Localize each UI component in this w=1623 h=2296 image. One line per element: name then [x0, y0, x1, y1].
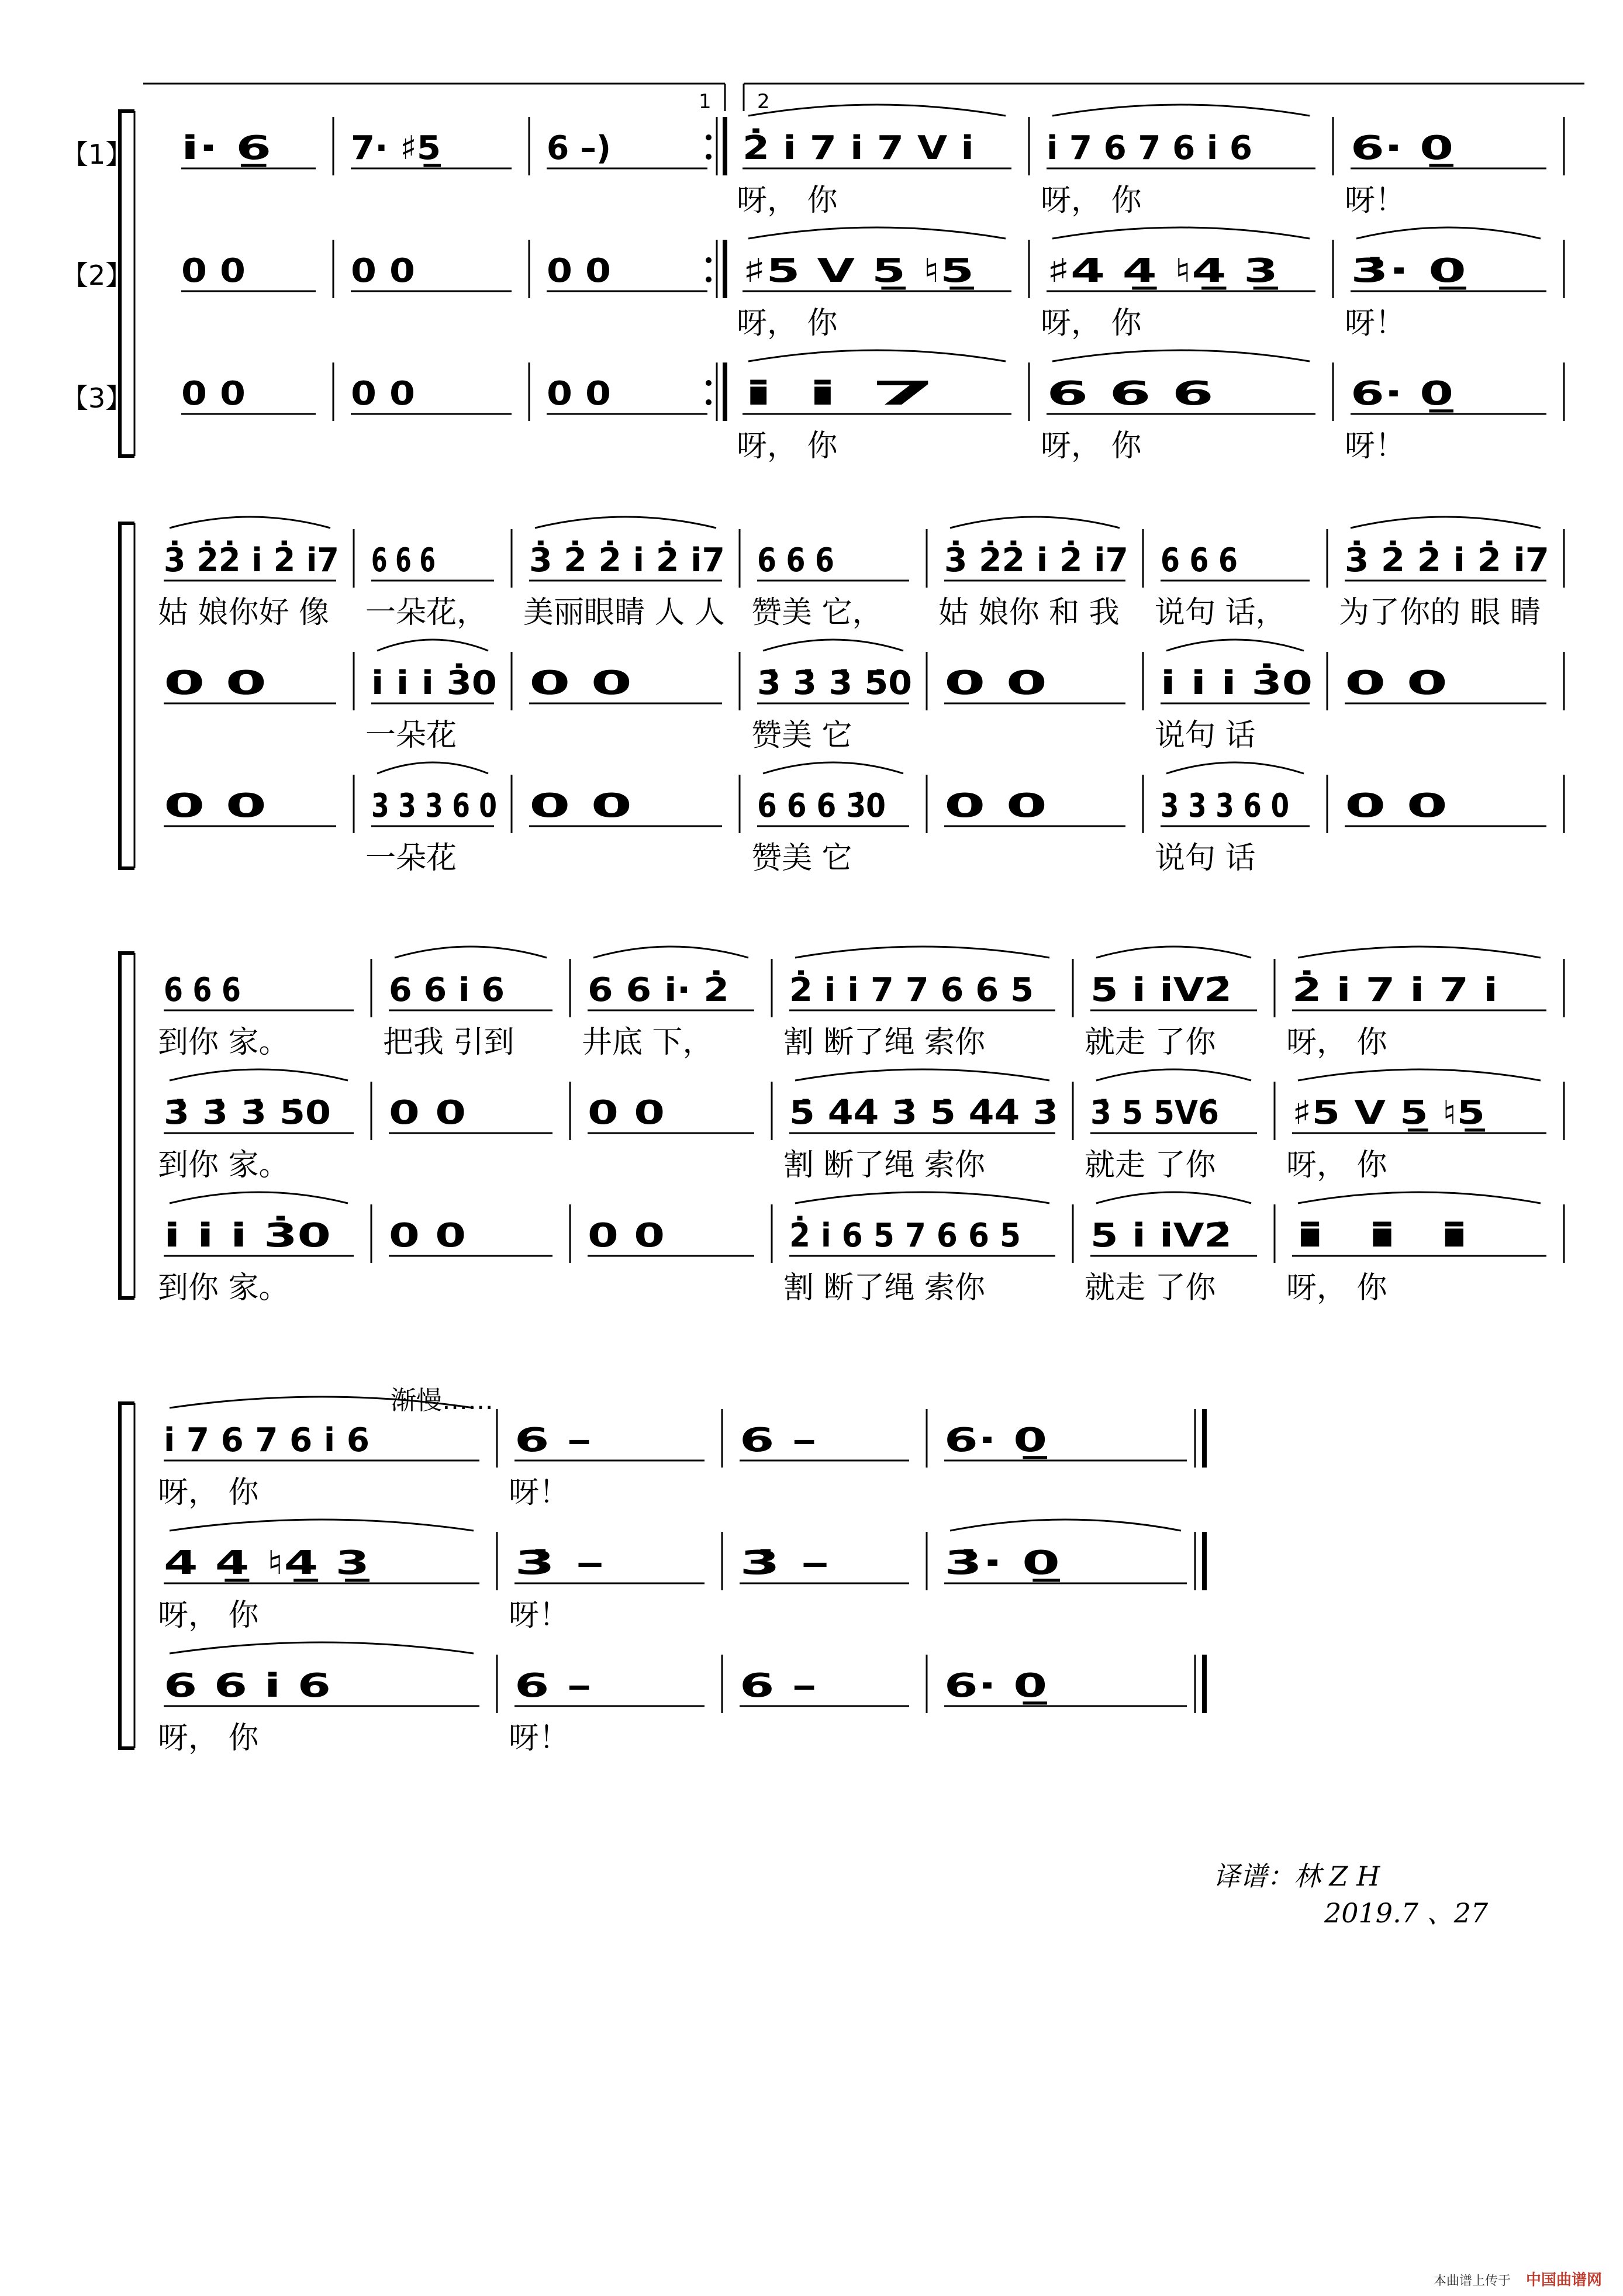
measure-notes: i̇ i̇ i̇ 3̇0 — [1161, 664, 1275, 702]
measure-notes: 6 6 6 — [1161, 541, 1238, 579]
lyric-text: 赞美 它 — [751, 718, 852, 753]
measure-notes: 6 6 i̇ 6 — [164, 1667, 331, 1705]
lyric-text: 呀， 你 — [1286, 1025, 1387, 1060]
slur — [170, 1069, 348, 1080]
site-logo-text: 中国曲谱网 — [1526, 2271, 1603, 2289]
lyric-text: 呀！ — [1345, 306, 1406, 341]
measure-notes: 0 0 — [181, 375, 246, 413]
measure-notes: ♯5 ᐯ 5̲ ♮5̲ — [743, 252, 974, 290]
lyric-text: 一朵花 — [365, 841, 457, 876]
measure-notes: 6 – — [514, 1421, 592, 1459]
lyric-text: 割 断了绳 索你 — [783, 1025, 986, 1060]
slur — [1166, 640, 1304, 651]
repeat-dot — [706, 277, 712, 282]
lyric-text: 说句 话， — [1155, 595, 1286, 630]
lyric-text: 呀， 你 — [737, 306, 838, 341]
lyric-text: 到你 家。 — [158, 1148, 289, 1183]
measure-notes: i̇ i̇ i̇ — [1292, 1217, 1472, 1255]
slur — [593, 947, 748, 958]
lyric-text: 一朵花， — [365, 595, 488, 630]
measure-notes: 0 0 — [351, 252, 415, 290]
measure-notes: 7· ♯5̲ — [351, 129, 441, 167]
lyric-text: 姑 娘你 和 我 — [938, 595, 1120, 630]
lyric-text: 割 断了绳 索你 — [783, 1270, 986, 1306]
measure-notes: 6 – — [514, 1667, 592, 1705]
voice-label-2: 【2】 — [61, 260, 133, 291]
slur — [535, 517, 716, 528]
slur — [1356, 227, 1541, 239]
slur — [1096, 1192, 1251, 1203]
lyric-text: 姑 娘你好 像 — [158, 595, 330, 630]
lyric-text: 到你 家。 — [158, 1025, 289, 1060]
measure-notes: 5 i̇ i̇ᐯ2̇ — [1090, 1217, 1232, 1255]
measure-notes: i̇ i̇ 7 — [743, 375, 935, 413]
lyric-text: 呀！ — [509, 1475, 570, 1510]
measure-notes: ♯4 4̲ ♮4̲ 3̲ — [1047, 252, 1278, 290]
measure-notes: 3̇· 0̲ — [944, 1544, 1060, 1582]
slur — [1052, 105, 1310, 116]
measure-notes: 6· 0̲ — [944, 1667, 1047, 1705]
tempo-mark: 渐慢…… — [391, 1386, 493, 1415]
measure-notes: 3 3 3 6 0 — [371, 787, 497, 825]
voice-label-1: 【1】 — [61, 139, 133, 170]
voice-labels — [61, 139, 132, 414]
slur — [1052, 227, 1310, 239]
lyric-text: 就走 了你 — [1085, 1270, 1216, 1306]
lyric-text: 到你 家。 — [158, 1270, 289, 1306]
repeat-dot — [706, 257, 712, 263]
slur — [395, 947, 547, 958]
measure-notes: 6· 0̲ — [944, 1421, 1047, 1459]
credit-line-2: 2019.7 、27 — [1324, 1897, 1489, 1929]
measure-notes: 0 0 — [181, 252, 246, 290]
footer-upload-note: 本曲谱上传于 — [1434, 2274, 1511, 2288]
measure-notes: 0 0 — [1345, 664, 1448, 702]
slur — [1166, 762, 1304, 774]
measure-notes: 0 0 — [944, 664, 1047, 702]
lyric-text: 美丽眼睛 人 人 — [523, 595, 726, 630]
measure-notes: 3̇ – — [514, 1544, 605, 1582]
measure-notes: 3 3 3 6 0 — [1161, 787, 1289, 825]
lyric-text: 说句 话 — [1155, 841, 1256, 876]
measure-notes: 2̇ i̇ 7 i̇ 7 ᐯ i̇ — [743, 129, 938, 167]
measure-notes: 3̇ 3̇ 3̇ 5̇0 — [757, 664, 912, 702]
lyric-text: 为了你的 眼 睛 — [1339, 595, 1541, 630]
credit-line-1: 译谱：林 Z H — [1213, 1860, 1380, 1892]
lyric-text: 呀！ — [1345, 183, 1406, 218]
measure-notes: 3̇ – — [740, 1544, 830, 1582]
measure-notes: 6 6 i̇· 2̇ — [588, 971, 714, 1009]
volta-brackets — [143, 84, 1584, 113]
measure-notes: 0 0 — [529, 787, 632, 825]
site-footer — [1434, 2271, 1602, 2289]
measure-notes: 3̇ 2̇2̇ i̇ 2̇ i̇7 — [164, 541, 346, 579]
measure-notes: 5̇ 4̇4̇ 3̇ 5̇ 4̇4̇ 3̇ — [789, 1094, 1058, 1132]
slur — [763, 762, 903, 774]
slur — [1298, 947, 1541, 958]
lyric-text: 呀， 你 — [158, 1475, 259, 1510]
system-2 — [120, 517, 1564, 876]
measure-notes: 0 0 — [351, 375, 415, 413]
slur — [950, 517, 1120, 528]
lyric-text: 呀， 你 — [737, 429, 838, 464]
transcriber-credit — [1213, 1860, 1489, 1929]
measure-notes: 0 0 — [529, 664, 632, 702]
lyric-text: 就走 了你 — [1085, 1148, 1216, 1183]
measure-notes: 3̇ 5 5ᐯ6̇ — [1090, 1094, 1219, 1132]
slur — [795, 947, 1049, 958]
measure-notes: 6· 0̲ — [1351, 129, 1453, 167]
slur — [377, 640, 488, 651]
lyric-text: 呀， 你 — [1041, 429, 1142, 464]
measure-notes: 5 i̇ i̇ᐯ2̇ — [1090, 971, 1232, 1009]
lyric-text: 井底 下， — [582, 1025, 713, 1060]
measure-notes: 0 0 — [389, 1094, 466, 1132]
slur — [170, 517, 330, 528]
system-bracket — [120, 523, 134, 868]
slur — [795, 1192, 1049, 1203]
slur — [377, 762, 488, 774]
measure-notes: 6 – — [740, 1421, 817, 1459]
lyric-text: 呀， 你 — [158, 1598, 259, 1633]
measure-notes: 2̇ i̇ 7 i̇ 7 i̇ — [1292, 971, 1451, 1009]
lyric-text: 赞美 它 — [751, 841, 852, 876]
measure-notes: i̇ 7 6 7 6 i̇ 6 — [164, 1421, 370, 1459]
measure-notes: i̇ i̇ i̇ 3̇0 — [164, 1217, 278, 1255]
measure-notes: 3̇ 2̇ 2̇ i̇ 2̇ i̇7 — [1345, 541, 1538, 579]
slur — [748, 350, 1006, 361]
system-bracket — [120, 953, 134, 1298]
measure-notes: 6 6 i̇ 6 — [389, 971, 505, 1009]
measure-notes: 6 6 6 3̇0 — [757, 787, 886, 825]
measure-notes: 6 6 6 — [1047, 375, 1214, 413]
slur — [170, 1520, 474, 1531]
slur — [748, 105, 1006, 116]
lyric-text: 一朵花 — [365, 718, 457, 753]
system-4 — [120, 1397, 1204, 1756]
measure-notes: 4 4̲ ♮4̲ 3̲ — [164, 1544, 370, 1582]
measure-notes: i̇· 6̲ — [181, 129, 271, 167]
lyric-text: 呀， 你 — [1041, 183, 1142, 218]
lyric-text: 呀， 你 — [737, 183, 838, 218]
slur — [1351, 517, 1541, 528]
measure-notes: 3̇· 0̲ — [1351, 252, 1466, 290]
measure-notes: i̇ i̇ i̇ 3̇0 — [371, 664, 485, 702]
lyric-text: 把我 引到 — [383, 1025, 514, 1060]
system-3 — [120, 947, 1564, 1306]
measure-notes: 3̇ 2̇2̇ i̇ 2̇ i̇7 — [944, 541, 1127, 579]
system-1 — [120, 105, 1564, 464]
measure-notes: 2̇ i̇ i̇ 7 7 6 6 5 — [789, 971, 1028, 1009]
measure-notes: i̇ 7 6 7 6 i̇ 6 — [1047, 129, 1252, 167]
measure-notes: 0 0 — [588, 1094, 665, 1132]
measure-notes: 6· 0̲ — [1351, 375, 1453, 413]
measure-notes: ♯5 ᐯ 5̲ ♮5̲ — [1292, 1094, 1485, 1132]
measure-notes: 2̇ i̇ 6 5 7 6 6 5 — [789, 1217, 1040, 1255]
slur — [170, 1642, 474, 1653]
measure-notes: 0 0 — [944, 787, 1047, 825]
lyric-text: 呀！ — [509, 1598, 570, 1633]
measure-notes: 6 –) — [547, 129, 611, 167]
measure-notes: 3̇ 2̇ 2̇ i̇ 2̇ i̇7 — [529, 541, 723, 579]
measure-notes: 0 0 — [389, 1217, 466, 1255]
slur — [763, 640, 903, 651]
slur — [1052, 350, 1310, 361]
slur — [1298, 1192, 1541, 1203]
lyric-text: 就走 了你 — [1085, 1025, 1216, 1060]
slur — [950, 1520, 1181, 1531]
repeat-dot — [706, 399, 712, 405]
measure-notes: 3̇ 3̇ 3̇ 5̇0 — [164, 1094, 331, 1132]
volta-1-label: 1 — [699, 90, 712, 113]
lyric-text: 呀！ — [509, 1721, 570, 1756]
measure-notes: 0 0 — [588, 1217, 665, 1255]
lyric-text: 赞美 它， — [751, 595, 883, 630]
lyric-text: 呀， 你 — [158, 1721, 259, 1756]
repeat-dot — [706, 134, 712, 140]
voice-label-3: 【3】 — [61, 382, 133, 414]
measure-notes: 0 0 — [1345, 787, 1448, 825]
lyric-text: 呀， 你 — [1286, 1148, 1387, 1183]
repeat-dot — [706, 154, 712, 160]
lyric-text: 呀， 你 — [1041, 306, 1142, 341]
system-bracket — [120, 1403, 134, 1748]
slur — [748, 227, 1006, 239]
measure-notes: 6 – — [740, 1667, 817, 1705]
measure-notes: 0 0 — [164, 664, 267, 702]
repeat-dot — [706, 380, 712, 386]
measure-notes: 0 0 — [164, 787, 267, 825]
lyric-text: 说句 话 — [1155, 718, 1256, 753]
slur — [170, 1192, 348, 1203]
lyric-text: 呀， 你 — [1286, 1270, 1387, 1306]
slur — [795, 1069, 1049, 1080]
slur — [1298, 1069, 1541, 1080]
measure-notes: 6 6 6 — [371, 541, 436, 579]
measure-notes: 6 6 6 — [757, 541, 834, 579]
volta-2-label: 2 — [757, 90, 770, 113]
slur — [1096, 947, 1251, 958]
lyric-text: 呀！ — [1345, 429, 1406, 464]
measure-notes: 0 0 — [547, 375, 611, 413]
lyric-text: 割 断了绳 索你 — [783, 1148, 986, 1183]
measure-notes: 6 6 6 — [164, 971, 241, 1009]
measure-notes: 0 0 — [547, 252, 611, 290]
slur — [1096, 1069, 1251, 1080]
